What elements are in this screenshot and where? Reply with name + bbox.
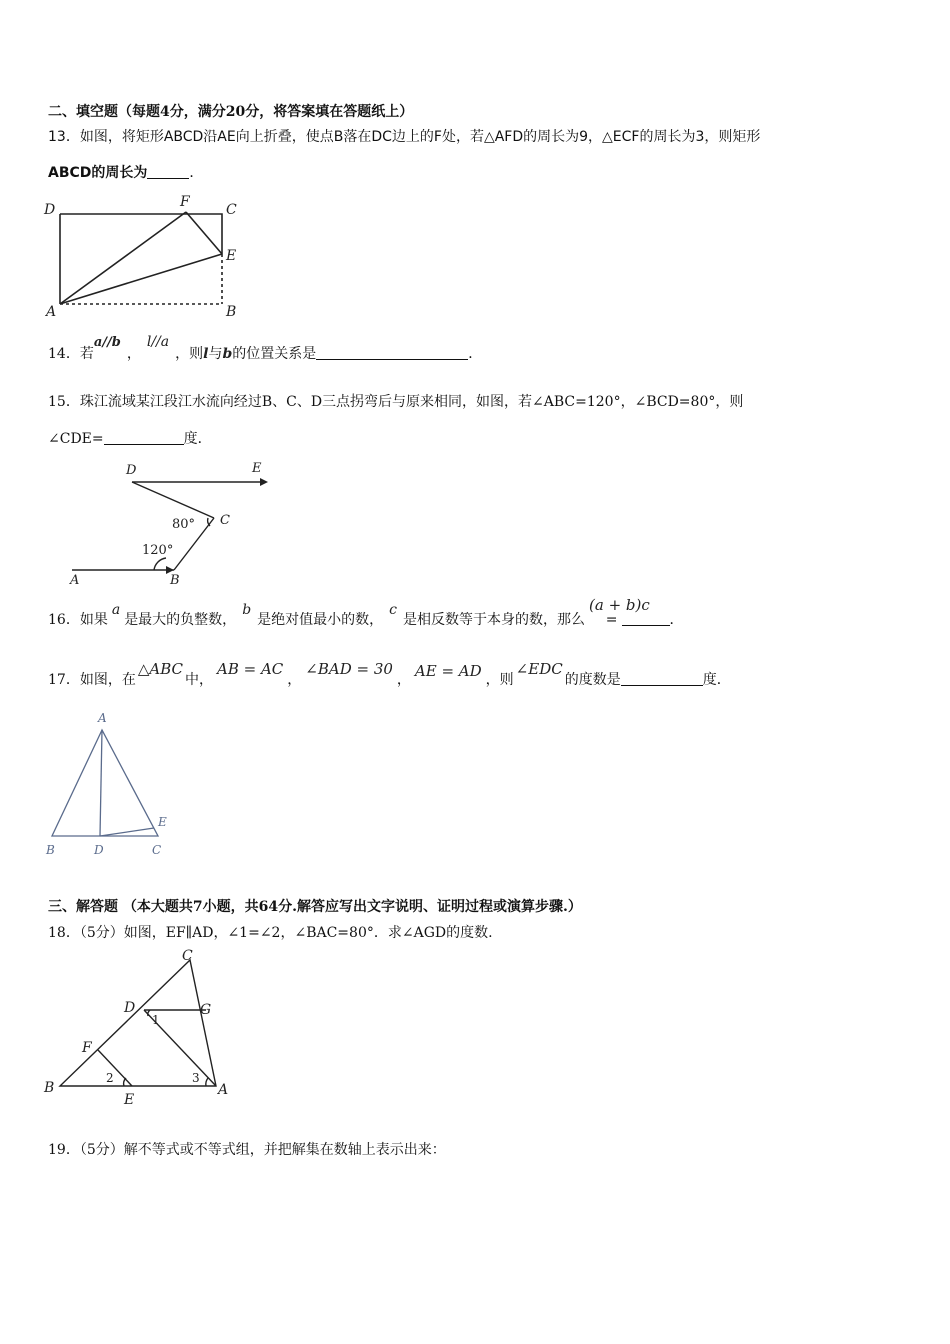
q18-angle2-arc [124,1078,126,1086]
q18-angle2-label: 2 [106,1071,114,1085]
q15-segment-dc [132,482,214,518]
q17-ang: ∠EDC [515,660,563,678]
q17-line [48,660,731,689]
q13-segment-af [60,212,186,304]
q13-label-f: F [180,194,190,210]
q19-text: 19．（5分）解不等式或不等式组，并把解集在数轴上表示出来： [48,1142,446,1158]
q17-label-d: D [94,843,104,857]
q18-text: 18．（5分）如图，EF∥AD，∠1=∠2，∠BAC=80°．求∠AGD的度数. [48,925,493,941]
q16-b: b [242,602,252,618]
q14-answer-blank[interactable] [316,345,468,360]
q13-segment-fe [186,212,222,254]
q14-b: b [222,346,233,362]
q14-end: ． [468,346,483,362]
q18-triangle-abc [60,960,216,1086]
q15-arrow-e-icon [260,478,268,486]
q17-tri: △ABC [137,660,183,678]
q16-a: a [111,602,121,618]
q14-math-la: l//a [146,334,170,350]
q16-end: ． [669,612,684,628]
q13-label-c: C [226,202,237,218]
q18-label-g: G [200,1002,212,1018]
q13-label-a: A [46,304,57,320]
q15-line2-suffix: 度． [183,431,212,447]
q17-eq2: ∠BAD = 30 [305,660,393,678]
q17-label-b: B [46,843,55,857]
q13-label-e: E [226,248,237,264]
q14-with: 与 [208,346,223,362]
q14-middle: ，则 [175,346,204,362]
q18-label-d: D [124,1000,136,1016]
q17-prefix: 17．如图，在 [48,672,136,688]
q15-figure [62,456,282,588]
q17-eq1: AB = AC [216,660,284,678]
q17-segment-ad [100,730,102,836]
q15-line1: 15．珠江流域某江段江水流向经过B、C、D三点拐弯后与原来相同，如图，若∠ABC=120°，∠BCD=80°，则 [48,394,744,410]
q14-comma: ， [126,346,141,362]
q16-t2: 是绝对值最小的数， [257,612,384,628]
q15-label-e: E [252,461,262,476]
q18-angle1-label: 1 [152,1013,160,1027]
q16-t3: 是相反数等于本身的数，那么 [403,612,585,628]
q17-figure [40,708,180,860]
q17-t1: 中， [184,672,213,688]
q14-prefix: 14．若 [48,346,94,362]
q18-angle3-label: 3 [192,1071,200,1085]
q13-line1: 13．如图，将矩形ABCD沿AE向上折叠，使点B落在DC边上的F处，若△AFD的周长为9，△ECF的周长为3，则矩形 [48,129,761,145]
q17-end: 度． [702,672,731,688]
q18-figure [40,948,240,1108]
q15-angle-b-arc [154,558,166,570]
q15-line2 [48,430,212,448]
section2-title: 二、填空题（每题4分，满分20分，将答案填在答题纸上） [48,104,414,120]
q13-side-dc-ce [60,214,222,254]
q16-eq: = [605,612,618,628]
q17-t3: 的度数是 [564,672,621,688]
section3-title: 三、解答题 （本大题共7小题，共64分.解答应写出文字说明、证明过程或演算步骤.） [48,899,582,915]
q17-label-c: C [152,843,162,857]
q17-answer-blank[interactable] [621,671,703,686]
q17-segment-de [100,828,154,836]
q13-label-d: D [44,202,56,218]
q14-suffix: 的位置关系是 [232,346,317,362]
q16-expr: (a + b)c [589,596,650,614]
q16-prefix: 16．如果 [48,612,108,628]
q16-line [48,596,684,629]
q13-figure [40,192,250,320]
q18-label-f: F [82,1040,92,1056]
q17-triangle-abc [52,730,158,836]
q13-line2-prefix: ABCD的周长为 [48,165,148,181]
q17-t2: ，则 [485,672,514,688]
q17-sep1: ， [287,672,302,688]
q18-segment-fe [98,1050,132,1086]
q13-line2 [48,164,203,182]
q17-eq3: AE = AD [414,662,482,680]
q15-angle-b-label: 120° [142,543,174,558]
q16-c: c [389,602,397,618]
q18-angle3-arc [206,1078,208,1086]
q14-math-ab: a//b [93,335,121,350]
q15-line2-prefix: ∠CDE= [48,431,104,447]
q17-sep2: ， [396,672,411,688]
q13-label-b: B [226,304,237,320]
q13-answer-blank[interactable] [147,164,189,179]
q18-label-e: E [124,1092,135,1108]
q13-segment-ae [60,254,222,304]
q15-label-a: A [70,573,80,588]
q16-t1: 是最大的负整数， [124,612,237,628]
q17-label-e: E [158,815,167,829]
q18-label-b: B [44,1080,55,1096]
q15-label-d: D [126,463,137,478]
q18-label-a: A [218,1082,229,1098]
q14-line [48,334,483,364]
q15-angle-c-label: 80° [172,517,196,532]
q15-label-b: B [170,573,180,588]
q15-label-c: C [220,513,230,528]
q14-l: l [203,346,209,362]
q15-answer-blank[interactable] [104,430,184,445]
q17-label-a: A [98,711,107,725]
q13-line2-suffix: ． [189,165,204,181]
q18-label-c: C [182,948,193,964]
